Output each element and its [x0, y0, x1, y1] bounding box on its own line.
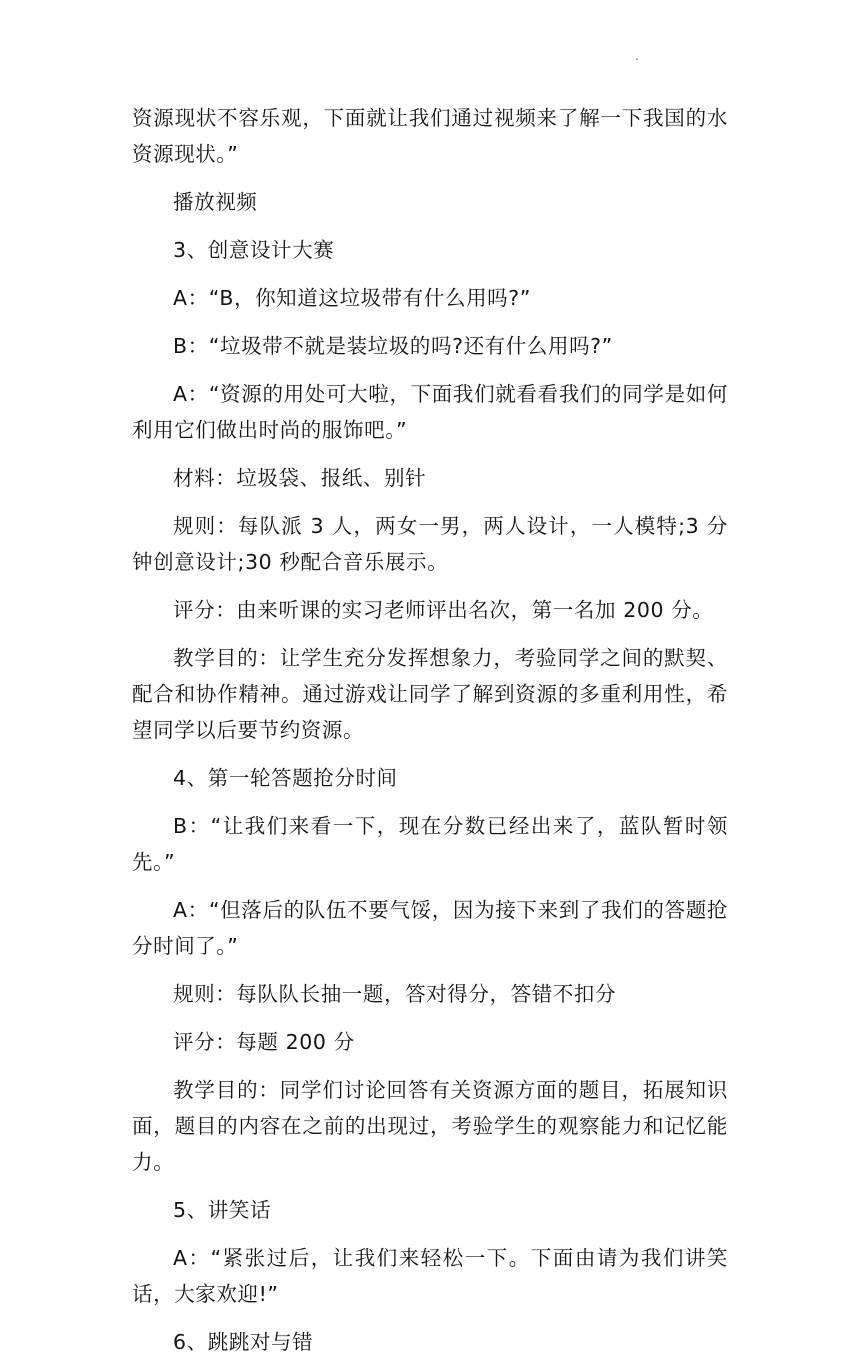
paragraph: 材料：垃圾袋、报纸、别针	[173, 466, 427, 490]
paragraph: 评分：每题 200 分	[173, 1030, 355, 1054]
section-heading: 3、创意设计大赛	[173, 238, 335, 262]
dialogue-line: A：“但落后的队伍不要气馁，因为接下来到了我们的答题抢分时间了。”	[132, 898, 728, 958]
section-heading: 6、跳跳对与错	[173, 1330, 314, 1354]
paragraph: 规则：每队队长抽一题，答对得分，答错不扣分	[173, 982, 617, 1006]
dialogue-line: A：“B，你知道这垃圾带有什么用吗?”	[173, 286, 531, 310]
paragraph: 评分：由来听课的实习老师评出名次，第一名加 200 分。	[173, 598, 714, 622]
scan-mark	[636, 58, 638, 60]
dialogue-line: B：“让我们来看一下，现在分数已经出来了，蓝队暂时领先。”	[132, 814, 728, 874]
paragraph: 规则：每队派 3 人，两女一男，两人设计，一人模特;3 分钟创意设计;30 秒配合音乐展示。	[132, 514, 728, 574]
dialogue-line: A：“资源的用处可大啦，下面我们就看看我们的同学是如何利用它们做出时尚的服饰吧。”	[132, 382, 728, 442]
section-heading: 5、讲笑话	[173, 1198, 272, 1222]
paragraph: 播放视频	[173, 190, 258, 214]
paragraph: 教学目的：让学生充分发挥想象力，考验同学之间的默契、配合和协作精神。通过游戏让同学了解到资源的多重利用性，希望同学以后要节约资源。	[132, 646, 728, 742]
section-heading: 4、第一轮答题抢分时间	[173, 766, 398, 790]
dialogue-line: A：“紧张过后，让我们来轻松一下。下面由请为我们讲笑话，大家欢迎!”	[132, 1246, 728, 1306]
document-page	[132, 100, 728, 1372]
paragraph: 资源现状不容乐观，下面就让我们通过视频来了解一下我国的水资源现状。”	[132, 106, 728, 166]
dialogue-line: B：“垃圾带不就是装垃圾的吗?还有什么用吗?”	[173, 334, 613, 358]
paragraph: 教学目的：同学们讨论回答有关资源方面的题目，拓展知识面，题目的内容在之前的出现过，考验学生的观察能力和记忆能力。	[132, 1078, 728, 1174]
